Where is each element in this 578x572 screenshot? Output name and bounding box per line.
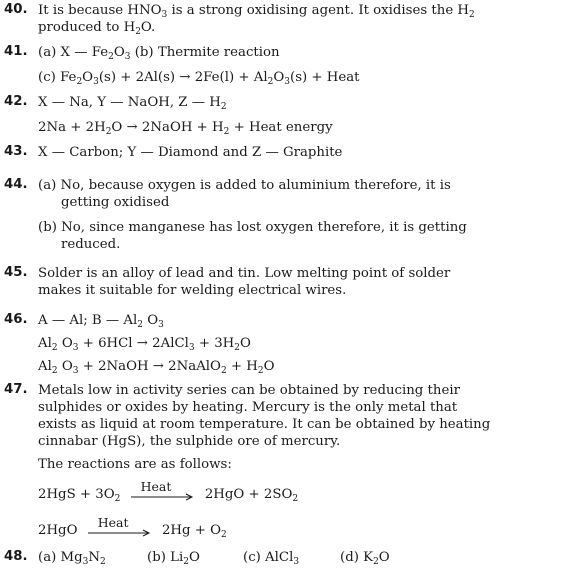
answer-text: exists as liquid at room temperature. It can be obtained by heating bbox=[38, 417, 491, 432]
answer-text: cinnabar (HgS), the sulphide ore of mercury. bbox=[38, 434, 341, 449]
option-c: (c) AlCl$_3$ bbox=[243, 550, 300, 567]
answer-text: X — Carbon; Y — Diamond and Z — Graphite bbox=[38, 145, 343, 160]
answer-text: Solder is an alloy of lead and tin. Low melting point of solder bbox=[38, 266, 451, 281]
option-a: (a) $Mg_3N_2$ bbox=[38, 550, 106, 567]
answer-part-a-cont: getting oxidised bbox=[61, 195, 170, 210]
answer-part-a: (a) X — $Fe_2O_3$ (b) Thermite reaction bbox=[38, 45, 280, 62]
answer-part-b-cont: reduced. bbox=[61, 237, 121, 252]
question-number: 40. bbox=[4, 2, 28, 17]
question-number: 42. bbox=[4, 94, 28, 109]
answer-text: produced to $H_2O$. bbox=[38, 20, 156, 37]
question-number: 41. bbox=[4, 44, 28, 59]
answer-part-b: (b) No, since manganese has lost oxygen therefore, it is getting bbox=[38, 220, 467, 235]
answer-text: sulphides or oxides by heating. Mercury is the only metal that bbox=[38, 400, 458, 415]
answer-text: It is because $HNO_3$ is a strong oxidising agent. It oxidises the $H_2$ bbox=[38, 3, 475, 20]
equation: $Al_2$ $O_3$ + 2NaOH → 2NaAlO$_2$ + $H_2O$ bbox=[38, 359, 275, 376]
reaction-1: $2HgS + 3O_2$ Heat $2HgO + 2SO_2$ bbox=[38, 479, 299, 504]
heat-arrow: Heat bbox=[131, 487, 195, 501]
answer-part-a: (a) No, because oxygen is added to aluminium therefore, it is bbox=[38, 178, 451, 193]
equation: $2Na + 2H_2O$ → 2NaOH + $H_2$ + Heat energy bbox=[38, 120, 333, 137]
option-d: (d) $K_2O$ bbox=[340, 550, 390, 567]
question-number: 48. bbox=[4, 549, 28, 564]
option-b: (b) $Li_2O$ bbox=[147, 550, 200, 567]
question-number: 47. bbox=[4, 382, 28, 397]
heat-arrow: Heat bbox=[88, 523, 152, 537]
question-number: 45. bbox=[4, 265, 28, 280]
answer-text: The reactions are as follows: bbox=[38, 457, 232, 472]
equation: $Al_2$ $O_3 + 6HCl$ → 2AlCl$_3$ + $3H_2O$ bbox=[38, 336, 251, 353]
answer-text: A — Al; B — $Al_2$ $O_3$ bbox=[38, 313, 164, 330]
answer-text: Metals low in activity series can be obtained by reducing their bbox=[38, 383, 460, 398]
question-number: 46. bbox=[4, 312, 28, 327]
question-number: 43. bbox=[4, 144, 28, 159]
reaction-2: 2HgO Heat $2Hg + O_2$ bbox=[38, 515, 227, 540]
answer-text: makes it suitable for welding electrical wires. bbox=[38, 283, 347, 298]
answer-part-c: (c) $Fe_2O_3(s) + 2Al(s) \to 2Fe(l) + Al_2O_3(s)$ + Heat bbox=[38, 70, 360, 87]
question-number: 44. bbox=[4, 177, 28, 192]
answer-text: X — Na, Y — NaOH, Z — $H_2$ bbox=[38, 95, 227, 112]
